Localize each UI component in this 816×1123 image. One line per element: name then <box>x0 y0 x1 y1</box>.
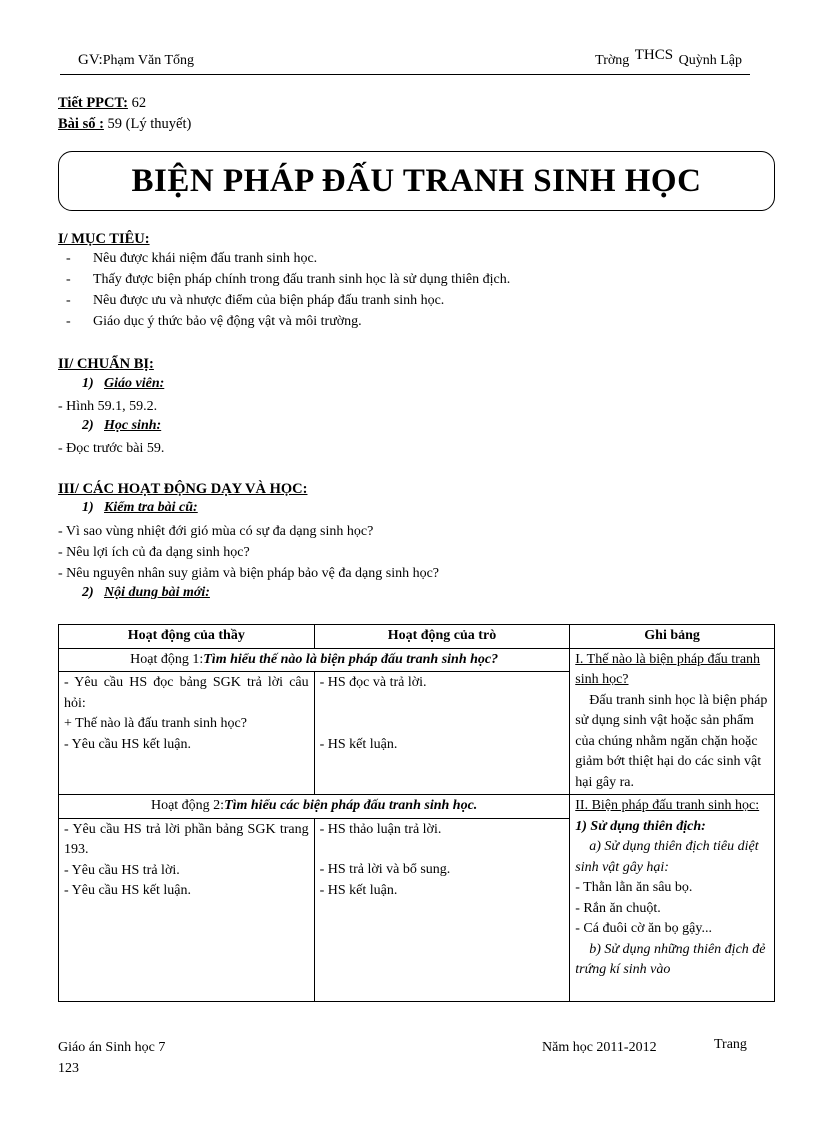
ktbc-num: 1) <box>82 500 94 515</box>
bai-value: 59 (Lý thuyết) <box>103 116 192 132</box>
board-2-heading: II. Biện pháp đấu tranh sinh học: <box>575 798 760 813</box>
header-teacher: Hoạt động của thầy <box>59 625 315 649</box>
tiet-value: 62 <box>127 95 147 111</box>
teacher-step: - Yêu cầu HS trả lời. <box>64 862 180 878</box>
hs-num: 2) <box>82 418 94 433</box>
gv-label: GV: <box>78 52 103 68</box>
bai-label: Bài số : <box>58 116 104 132</box>
school-name: Quỳnh Lập <box>678 53 742 68</box>
muc-tieu-heading: I/ MỤC TIÊU: <box>58 231 150 247</box>
chuan-bi-heading: II/ CHUẨN BỊ: <box>58 356 154 372</box>
gv-item: - Hình 59.1, 59.2. <box>58 399 158 414</box>
list-item: - Giáo dục ý thức bảo vệ động vật và môi trường. <box>66 311 510 332</box>
hs-sub-heading <box>82 418 161 434</box>
nd-sub-label: Nội dung bài mới: <box>104 585 210 600</box>
board-1-heading: I. Thế nào là biện pháp đấu tranh sinh học? <box>575 651 761 687</box>
table-row <box>59 795 775 819</box>
footer-left <box>58 1037 165 1079</box>
footer-trang: Trang <box>714 1037 747 1052</box>
board-2-item: - Rắn ăn chuột. <box>575 900 661 916</box>
list-item: - Nêu được khái niệm đấu tranh sinh học. <box>66 248 510 269</box>
school-prefix: Trờng <box>595 53 630 68</box>
student-step: - HS kết luận. <box>319 736 398 752</box>
header-board: Ghi bảng <box>570 625 775 649</box>
board-2-sub1b: b) Sử dụng những thiên địch đẻ trứng kí sinh vào <box>575 941 766 977</box>
school-info <box>595 47 742 69</box>
gv-sub-label: Giáo viên: <box>104 376 165 391</box>
teacher-step: - Yêu cầu HS trả lời phần bảng SGK trang 193. <box>64 821 309 857</box>
list-item: - Vì sao vùng nhiệt đới gió mùa có sự đa dạng sinh học? <box>58 524 374 539</box>
student-step: - HS thảo luận trả lời. <box>319 821 442 837</box>
nd-sub-heading <box>82 585 210 601</box>
hs-sub-label: Học sinh: <box>104 418 162 433</box>
list-item: - Nêu lợi ích củ đa dạng sinh học? <box>58 545 250 560</box>
activity-2-label: Hoạt động 2: <box>150 798 225 813</box>
title-box <box>58 151 775 211</box>
lesson-meta <box>58 93 191 135</box>
hs-item: - Đọc trước bài 59. <box>58 441 165 456</box>
header-student: Hoạt động của trò <box>314 625 570 649</box>
list-item: - Nêu nguyên nhân suy giảm và biện pháp bảo vệ đa dạng sinh học? <box>58 566 440 581</box>
teacher-step: - Yêu cầu HS kết luận. <box>64 736 191 752</box>
footer-title: Giáo án Sinh học 7 <box>58 1040 166 1055</box>
teacher-step: + Thế nào là đấu tranh sinh học? <box>64 716 247 731</box>
board-2-item: - Thằn lằn ăn sâu bọ. <box>575 880 693 895</box>
table-row <box>59 648 775 672</box>
list-item: - Thấy được biện pháp chính trong đấu tranh sinh học là sử dụng thiên địch. <box>66 269 510 290</box>
ktbc-sub-heading <box>82 500 198 516</box>
activity-1-label: Hoạt động 1: <box>130 651 204 667</box>
activity-1-title <box>59 648 570 672</box>
table-header-row <box>59 625 775 649</box>
muc-tieu-list <box>66 248 510 332</box>
school-thcs: THCS <box>634 47 674 63</box>
activity-table <box>58 624 775 1002</box>
activity-2-teacher <box>59 818 315 1001</box>
board-2-sub1: 1) Sử dụng thiên địch: <box>575 818 706 834</box>
student-step: - HS trả lời và bổ sung. <box>319 862 451 877</box>
gv-num: 1) <box>82 376 94 391</box>
student-step: - HS kết luận. <box>319 882 398 898</box>
activity-1-text: Tìm hiểu thế nào là biện pháp đấu tranh sinh học? <box>203 651 499 667</box>
page-number: 123 <box>58 1061 79 1076</box>
teacher-name: Phạm Văn Tổng <box>102 53 194 68</box>
activity-2-student <box>314 818 570 1001</box>
nd-num: 2) <box>82 585 94 600</box>
tiet-label: Tiết PPCT: <box>58 95 128 111</box>
teacher-info <box>78 52 194 69</box>
board-2 <box>570 795 775 1002</box>
board-2-sub1a: a) Sử dụng thiên địch tiêu diệt sinh vật gây hại: <box>575 839 759 875</box>
footer-year: Năm học 2011-2012 <box>542 1040 657 1055</box>
activity-1-student <box>314 672 570 795</box>
student-step: - HS đọc và trả lời. <box>319 675 427 690</box>
hoat-dong-heading: III/ CÁC HOẠT ĐỘNG DẠY VÀ HỌC: <box>58 481 308 497</box>
list-item: - Nêu được ưu và nhược điểm của biện pháp đấu tranh sinh học. <box>66 290 510 311</box>
page-header <box>60 47 750 75</box>
teacher-step: - Yêu cầu HS đọc bảng SGK trả lời câu hỏi: <box>64 675 309 711</box>
board-2-item: - Cá đuôi cờ ăn bọ gậy... <box>575 921 712 936</box>
activity-2-title <box>59 795 570 819</box>
board-1 <box>570 648 775 795</box>
ktbc-sub-label: Kiểm tra bài cũ: <box>104 500 198 515</box>
ktbc-list <box>58 521 439 584</box>
teacher-step: - Yêu cầu HS kết luận. <box>64 883 191 898</box>
activity-1-teacher <box>59 672 315 795</box>
gv-sub-heading <box>82 376 164 392</box>
page-title: BIỆN PHÁP ĐẤU TRANH SINH HỌC <box>131 162 702 199</box>
activity-2-text: Tìm hiểu các biện pháp đấu tranh sinh học. <box>224 798 478 813</box>
board-1-text: Đấu tranh sinh học là biện pháp sử dụng sinh vật hoặc sản phẩm của chúng nhằm ngăn chặn hoặc giảm bớt thiệt hại do các sinh vật hại gây ra. <box>575 692 768 790</box>
